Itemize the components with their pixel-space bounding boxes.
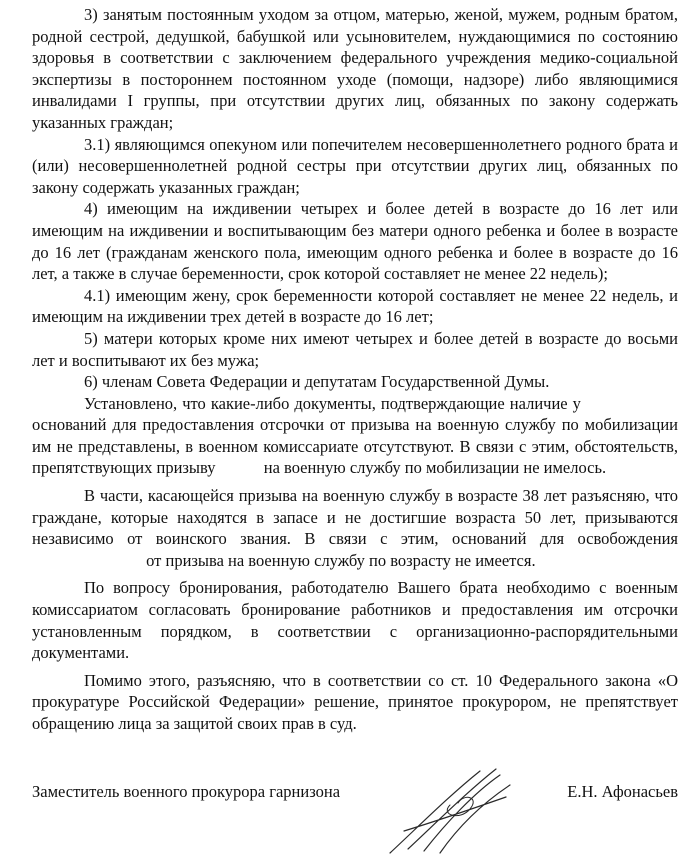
paragraph-item-6: 6) членам Совета Федерации и депутатам Государственной Думы. bbox=[84, 372, 550, 392]
document-body bbox=[32, 4, 678, 735]
redacted-region bbox=[586, 395, 678, 409]
signature-block bbox=[32, 781, 678, 803]
paragraph-item-3-1: 3.1) являющимся опекуном или попечителем несовершеннолетнего родного брата и (или) несовершеннолетней родной сестры при отсутствии других лиц, обязанных по закону содержать указанных граждан; bbox=[32, 134, 678, 197]
paragraph-documents bbox=[32, 393, 678, 479]
paragraph-documents-part-b: оснований для предоставления отсрочки от призыва на военную службу по мобилизации им не представлены, в военном комиссариате отсутствуют. В связи с этим, обстоятельств, препятствующих призыву bbox=[32, 415, 678, 478]
paragraph-item-3: 3) занятым постоянным уходом за отцом, матерью, женой, мужем, родным братом, родной сестрой, дедушкой, бабушкой или усыновителем, нуждающимися по состоянию здоровья в соответствии с заключением федерального учреждения медико-социальной экспертизы в постороннем постоянном уходе (помощи, надзоре) либо являющимися инвалидами I группы, при отсутствии других лиц, обязанных по закону содержать указанных граждан; bbox=[32, 5, 678, 132]
paragraph-item-4-1: 4.1) имеющим жену, срок беременности которой составляет не менее 22 недель, и имеющим на иждивении трех детей в возрасте до 16 лет; bbox=[32, 285, 678, 327]
handwritten-signature-icon bbox=[380, 765, 530, 857]
signatory-name: Е.Н. Афонасьев bbox=[567, 782, 678, 801]
paragraph-documents-part-a: Установлено, что какие-либо документы, подтверждающие наличие у bbox=[84, 393, 581, 413]
paragraph-age-part-b: от призыва на военную службу по возрасту не имеется. bbox=[146, 550, 536, 570]
paragraph-reservation: По вопросу бронирования, работодателю Вашего брата необходимо с военным комиссариатом согласовать бронирование работников и предоставления им отсрочки установленным порядком, в соответствии с организационно-распорядительными документами. bbox=[32, 578, 678, 663]
paragraph-documents-part-c: на военную службу по мобилизации не имелось. bbox=[263, 458, 607, 478]
redacted-region bbox=[220, 459, 260, 473]
signatory-position: Заместитель военного прокурора гарнизона bbox=[32, 782, 341, 801]
paragraph-age-part-a: В части, касающейся призыва на военную службу в возрасте 38 лет разъясняю, что граждане, которые находятся в запасе и не достигшие возраста 50 лет, призываются независимо от воинского звания. В связи с этим, оснований для освобождения bbox=[32, 486, 678, 549]
redacted-region bbox=[32, 552, 142, 566]
paragraph-item-5: 5) матери которых кроме них имеют четырех и более детей в возрасте до восьми лет и воспитывают их без мужа; bbox=[32, 328, 678, 370]
paragraph-explanation: Помимо этого, разъясняю, что в соответствии со ст. 10 Федерального закона «О прокуратуре Российской Федерации» решение, принятое прокурором, не препятствует обращению лица за защитой своих прав в суд. bbox=[32, 670, 678, 733]
paragraph-item-4: 4) имеющим на иждивении четырех и более детей в возрасте до 16 лет или имеющим на иждивении и воспитывающим без матери одного ребенка и более в возрасте до 16 лет (гражданам женского пола, имеющим одного ребенка и более в возрасте до 16 лет, а также в случае беременности, срок которой составляет не менее 22 недель); bbox=[32, 199, 678, 284]
paragraph-age bbox=[32, 485, 678, 571]
